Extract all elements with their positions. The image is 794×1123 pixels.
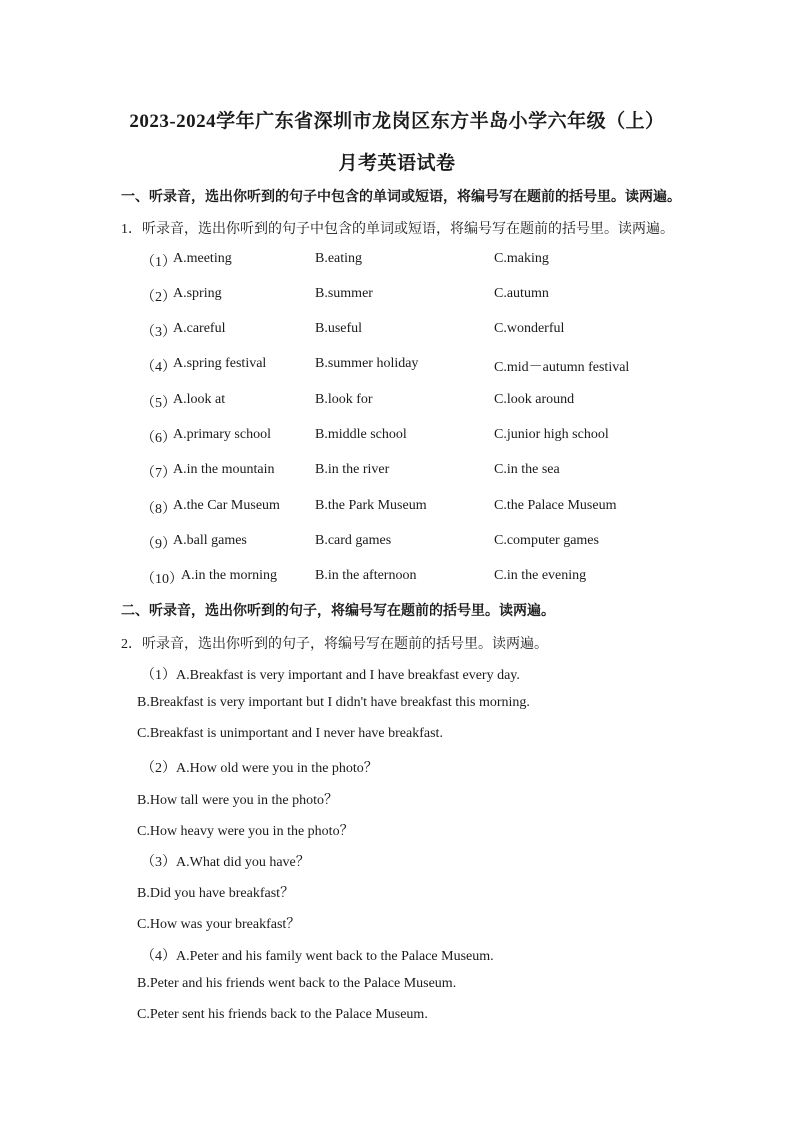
option-a: A.the Car Museum — [173, 498, 280, 513]
sentence-option-a: （1）A.Breakfast is very important and I have breakfast every day. — [141, 668, 520, 683]
sentence-option-c: C.Breakfast is unimportant and I never have breakfast. — [137, 726, 443, 741]
item-number: （4） — [141, 360, 176, 375]
option-row — [0, 427, 794, 447]
item-number: （2） — [141, 290, 176, 305]
option-c: C.autumn — [494, 286, 549, 301]
option-b: B.eating — [315, 251, 363, 266]
sentence-option-c: C.How was your breakfast？ — [137, 917, 301, 932]
item-number: （7） — [141, 466, 176, 481]
page-title: 2023-2024学年广东省深圳市龙岗区东方半岛小学六年级（上） — [129, 111, 665, 132]
option-b: B.middle school — [315, 427, 407, 442]
option-row — [0, 356, 794, 376]
item-number: （8） — [141, 502, 176, 517]
option-row — [0, 462, 794, 482]
option-b: B.summer — [315, 286, 373, 301]
item-number: （6） — [141, 431, 176, 446]
option-a: A.in the morning — [181, 568, 278, 583]
option-c: C.computer games — [494, 533, 599, 548]
item-number: （10） — [141, 572, 183, 587]
option-c: C.wonderful — [494, 321, 565, 336]
option-b: B.useful — [315, 321, 363, 336]
option-b: B.the Park Museum — [315, 498, 427, 513]
option-b: B.in the afternoon — [315, 568, 417, 583]
option-row — [0, 533, 794, 553]
option-c: C.mid－autumn festival — [494, 360, 630, 375]
option-row — [0, 251, 794, 271]
option-row — [0, 392, 794, 412]
option-c: C.making — [494, 251, 549, 266]
sentence-option-b: B.Peter and his friends went back to the Palace Museum. — [137, 976, 457, 991]
option-a: A.spring — [173, 286, 222, 301]
item-number: （5） — [141, 396, 176, 411]
question-stem-2: 2．听录音，选出你听到的句子，将编号写在题前的括号里。读两遍。 — [121, 637, 548, 652]
sentence-option-b: B.Did you have breakfast？ — [137, 886, 295, 901]
sentence-option-b: B.How tall were you in the photo？ — [137, 793, 339, 808]
option-a: A.look at — [173, 392, 226, 407]
option-row — [0, 286, 794, 306]
section-heading-listening-words: 一、听录音，选出你听到的句子中包含的单词或短语，将编号写在题前的括号里。读两遍。 — [121, 190, 681, 205]
option-b: B.summer holiday — [315, 356, 419, 371]
item-number: （3） — [141, 325, 176, 340]
option-b: B.card games — [315, 533, 392, 548]
option-c: C.in the sea — [494, 462, 560, 477]
item-number: （9） — [141, 537, 176, 552]
option-row — [0, 498, 794, 518]
option-a: A.ball games — [173, 533, 247, 548]
sentence-option-b: B.Breakfast is very important but I didn't have breakfast this morning. — [137, 695, 530, 710]
sentence-option-c: C.Peter sent his friends back to the Palace Museum. — [137, 1007, 428, 1022]
question-stem-1: 1．听录音，选出你听到的句子中包含的单词或短语，将编号写在题前的括号里。读两遍。 — [121, 222, 674, 237]
sentence-option-a: （4）A.Peter and his family went back to the Palace Museum. — [141, 949, 494, 964]
option-c: C.junior high school — [494, 427, 609, 442]
option-a: A.careful — [173, 321, 226, 336]
option-b: B.look for — [315, 392, 373, 407]
section-heading-listening-sentences: 二、听录音，选出你听到的句子，将编号写在题前的括号里。读两遍。 — [121, 604, 555, 619]
option-a: A.spring festival — [173, 356, 267, 371]
option-row — [0, 568, 794, 588]
option-c: C.the Palace Museum — [494, 498, 617, 513]
sentence-option-a: （3）A.What did you have？ — [141, 855, 310, 870]
option-c: C.look around — [494, 392, 575, 407]
option-c: C.in the evening — [494, 568, 587, 583]
sentence-option-c: C.How heavy were you in the photo？ — [137, 824, 354, 839]
option-a: A.in the mountain — [173, 462, 275, 477]
item-number: （1） — [141, 255, 176, 270]
option-a: A.meeting — [173, 251, 232, 266]
option-a: A.primary school — [173, 427, 271, 442]
sentence-option-a: （2）A.How old were you in the photo？ — [141, 761, 378, 776]
option-row — [0, 321, 794, 341]
option-b: B.in the river — [315, 462, 390, 477]
page-subtitle: 月考英语试卷 — [338, 153, 456, 174]
